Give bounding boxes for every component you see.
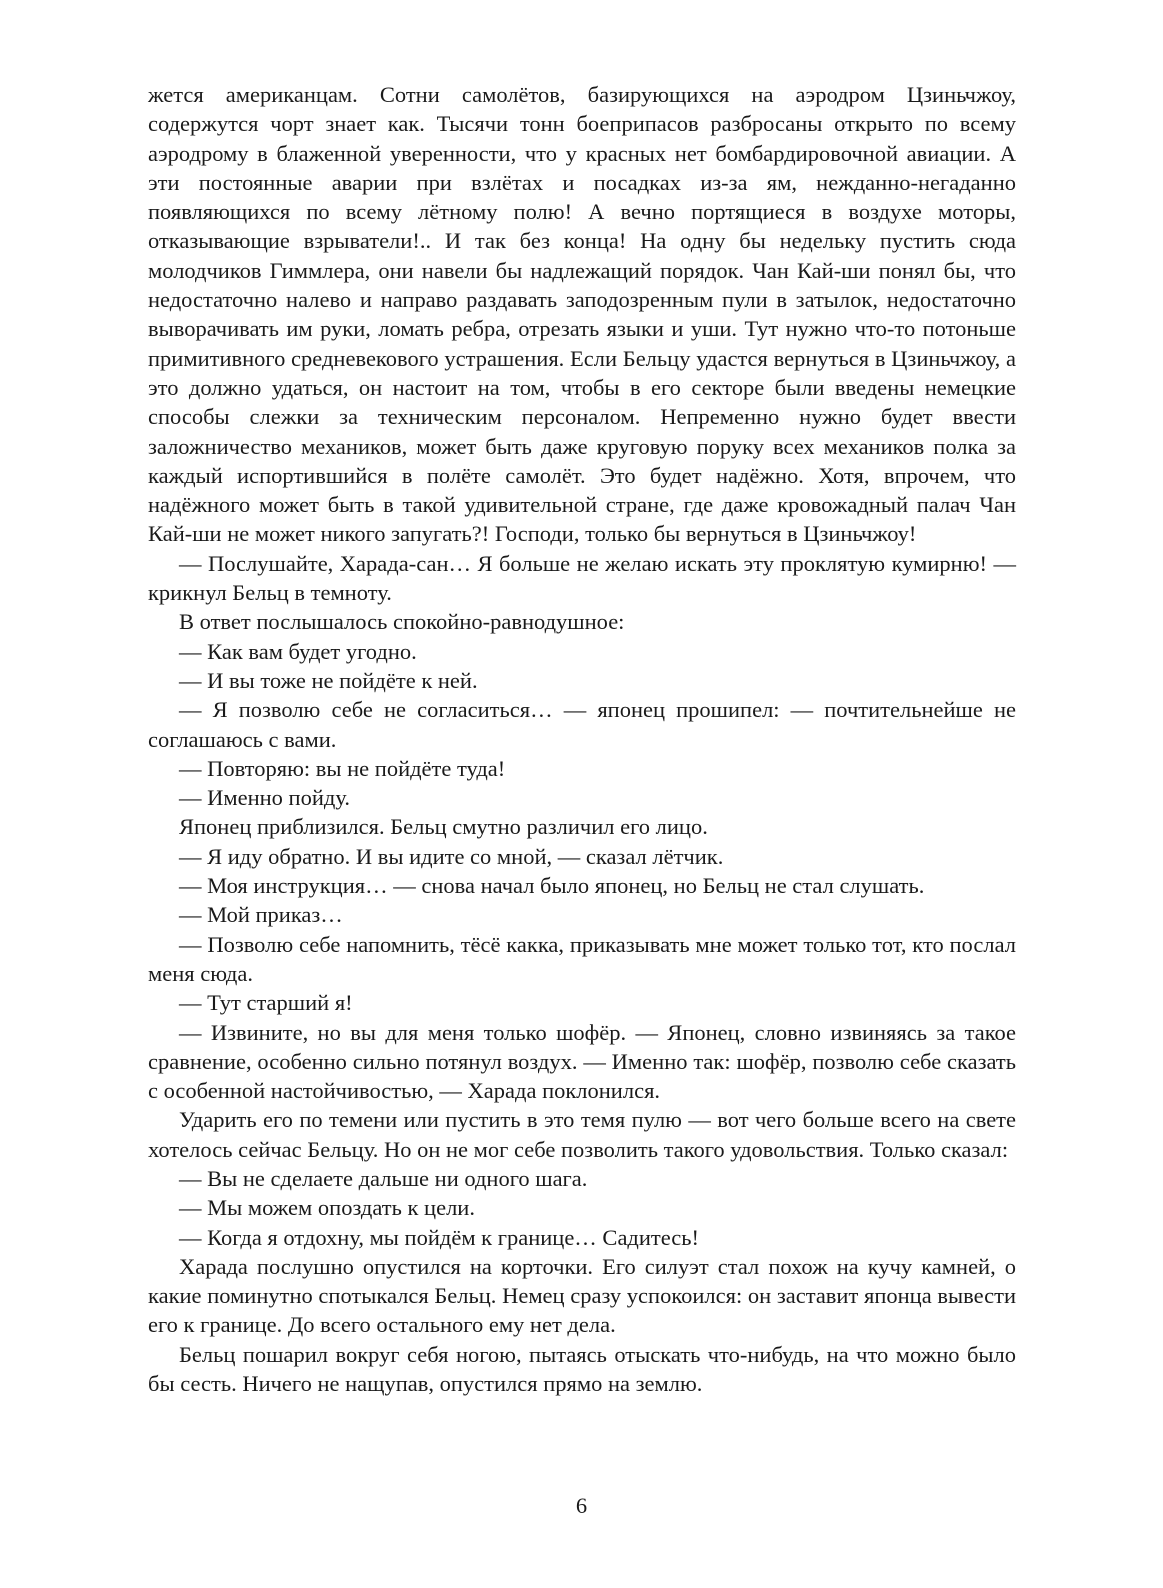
paragraph: — Как вам будет угодно.	[179, 638, 417, 664]
paragraph: — И вы тоже не пойдёте к ней.	[179, 667, 478, 693]
paragraph: — Мы можем опоздать к цели.	[179, 1195, 475, 1221]
paragraph: Японец приблизился. Бельц смутно различил его лицо.	[179, 814, 708, 840]
paragraph: — Извините, но вы для меня только шофёр. — Японец, словно извиняясь за такое сравнение, особенно сильно потянул воздух. — Именно так: шофёр, позволю себе сказать с особенной настойчивостью, — Харада поклонился.	[148, 1019, 1016, 1104]
paragraph: — Позволю себе напомнить, тёсё какка, приказывать мне может только тот, кто послал меня сюда.	[148, 931, 1016, 986]
paragraph: В ответ послышалось спокойно-равнодушное:	[179, 609, 625, 635]
paragraph: — Мой приказ…	[179, 902, 343, 928]
paragraph: Ударить его по темени или пустить в это темя пулю — вот чего больше всего на свете хотелось сейчас Бельцу. Но он не мог себе позволить такого удовольствия. Только сказал:	[148, 1107, 1016, 1162]
paragraph: — Повторяю: вы не пойдёте туда!	[179, 755, 506, 781]
paragraph: — Вы не сделаете дальше ни одного шага.	[179, 1165, 588, 1191]
paragraph: — Я иду обратно. И вы идите со мной, — сказал лётчик.	[179, 843, 724, 869]
paragraph: — Когда я отдохну, мы пойдём к границе… Садитесь!	[179, 1224, 700, 1250]
paragraph: — Послушайте, Харада-сан… Я больше не желаю искать эту проклятую кумирню! — крикнул Бельц в темноту.	[148, 550, 1016, 606]
paragraph: — Тут старший я!	[179, 990, 353, 1016]
paragraph: — Я позволю себе не согласиться… — японец прошипел: — почтительнейше не соглашаюсь с вами.	[148, 697, 1016, 752]
paragraph: — Моя инструкция… — снова начал было японец, но Бельц не стал слушать.	[179, 873, 925, 899]
page-number: 6	[575, 1493, 588, 1518]
paragraph: Харада послушно опустился на корточки. Его силуэт стал похож на кучу камней, о какие поминутно спотыкался Бельц. Немец сразу успокоился: он заставит японца вывести его к границе. До всего остального ему нет дела.	[148, 1253, 1016, 1338]
body-text	[148, 80, 1016, 1398]
paragraph: Бельц пошарил вокруг себя ногою, пытаясь отыскать что-нибудь, на что можно было бы сесть. Ничего не нащупав, опустился прямо на землю.	[148, 1341, 1016, 1397]
paragraph: — Именно пойду.	[179, 785, 350, 811]
paragraph: жется американцам. Сотни самолётов, базирующихся на аэродром Цзиньчжоу, содержутся чорт знает как. Тысячи тонн боеприпасов разбросаны открыто по всему аэродрому в блаженной уверенности, что у красных нет бомбардировочной авиации. А эти постоянные аварии при взлётах и посадках из-за ям, нежданно-негаданно появляющихся по всему лётному полю! А вечно портящиеся в воздухе моторы, отказывающие взрыватели!.. И так без конца! На одну бы недельку пустить сюда молодчиков Гиммлера, они навели бы надлежащий порядок. Чан Кай-ши понял бы, что недостаточно налево и направо раздавать заподозренным пули в затылок, недостаточно выворачивать им руки, ломать ребра, отрезать языки и уши. Тут нужно что-то потоньше примитивного средневекового устрашения. Если Бельцу удастся вернуться в Цзиньчжоу, а это должно удаться, он настоит на том, чтобы в его секторе были введены немецкие способы слежки за техническим персоналом. Непременно нужно будет ввести заложничество механиков, может быть даже круговую поруку всех механиков полка за каждый испортившийся в полёте самолёт. Это будет надёжно. Хотя, впрочем, что надёжного может быть в такой удивительной стране, где даже кровожадный палач Чан Кай-ши не может никого запугать?! Господи, только бы вернуться в Цзиньчжоу!	[148, 82, 1016, 547]
